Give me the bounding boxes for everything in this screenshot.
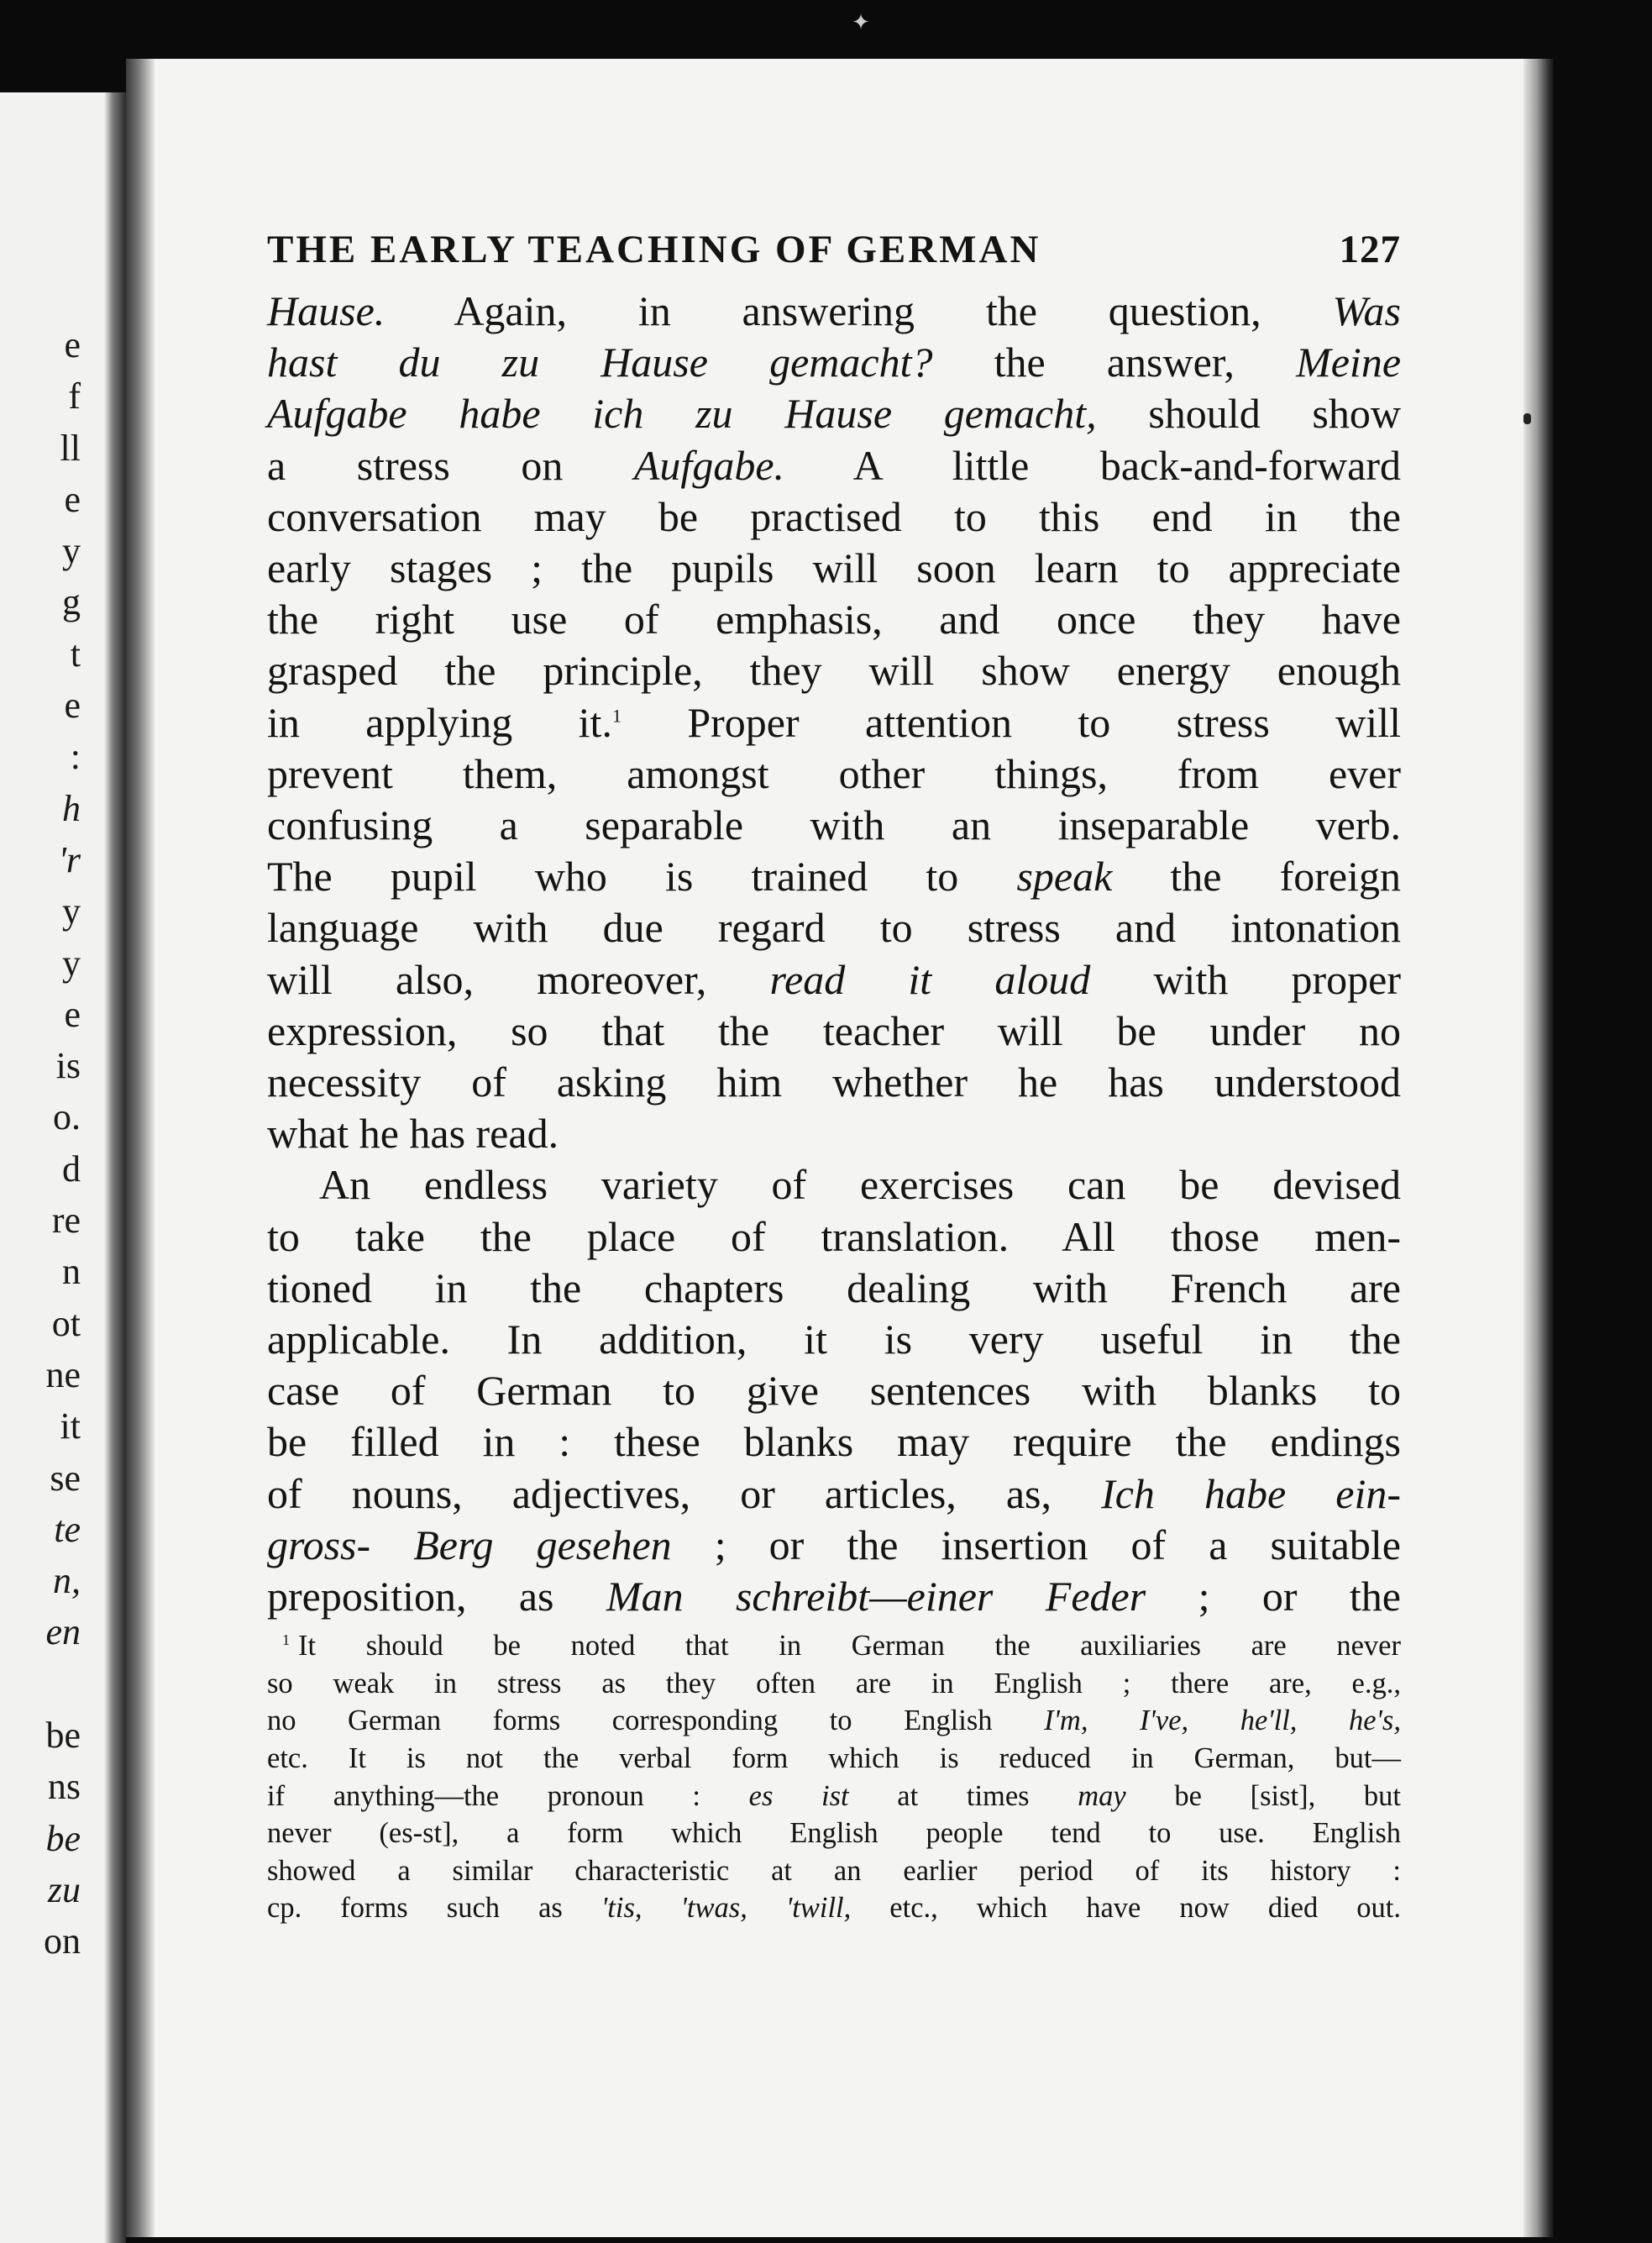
left-page-fragment: 'r [58,838,81,880]
footnote-line: showed a similar characteristic at an earlier period of its history : [267,1854,1401,1887]
left-page-fragment: e [64,324,81,365]
line: the right use of emphasis, and once they have [267,596,1401,643]
left-page-fragment: be [45,1817,81,1859]
line: tioned in the chapters dealing with French are [267,1263,1401,1311]
line: necessity of asking him whether he has understood [267,1058,1401,1106]
left-page-fragment: y [62,890,81,932]
left-page-fragments [0,319,84,1967]
text-run: preposition, as [267,1573,606,1621]
left-page-fragment: ns [47,1766,81,1808]
left-page-fragment: n [62,1251,81,1293]
german-example: gross- Berg gesehen [267,1521,672,1568]
german-example: Hause. [267,287,385,334]
running-head-title: THE EARLY TEACHING OF GERMAN [267,228,1041,271]
line: case of German to give sentences with blanks to [267,1367,1401,1415]
german-example: hast du zu Hause gemacht? [267,339,933,386]
line: be filled in : these blanks may require the endings [267,1418,1401,1466]
running-head [267,227,1401,272]
text-run: with proper [1090,955,1401,1003]
paragraph-2 [267,1159,1401,1622]
german-example: es ist [748,1779,849,1812]
line: expression, so that the teacher will be under no [267,1006,1401,1054]
line: what he has read. [267,1110,559,1158]
line: language with due regard to stress and intonation [267,904,1401,952]
left-page-gutter [104,92,126,2243]
footnote-line: never (es-st], a form which English people tend to use. English [267,1817,1401,1850]
left-page-fragment: f [68,376,81,418]
left-page-fragment: zu [47,1868,81,1910]
text-run: if anything—the pronoun : [267,1779,749,1812]
line [267,337,1401,388]
page-edge-shadow [1524,59,1554,2237]
text-run: the foreign [1112,853,1401,901]
text-run: The pupil who is trained to [267,853,1017,901]
line [267,851,1401,902]
german-example: Aufgabe habe ich zu Hause gemacht, [267,390,1097,438]
left-page-fragment: e [64,685,81,727]
footnote-line [267,1778,1401,1815]
page-number: 127 [1339,228,1401,271]
line: An endless variety of exercises can be devised [319,1161,1401,1209]
right-page [126,59,1554,2237]
footnote-line [267,1627,1401,1665]
text-run: of nouns, adjectives, or articles, as, [267,1469,1102,1517]
emphasis: speak [1016,853,1113,901]
left-page-fragment: h [62,787,81,829]
german-example: Aufgabe. [633,441,785,489]
left-page-fragment: it [60,1405,81,1447]
german-example: Meine [1296,339,1402,386]
text-run: ; or the insertion of a suitable [671,1521,1401,1568]
footnote-line: so weak in stress as they often are in English ; there are, e.g., [267,1667,1401,1699]
left-page-fragment: y [62,530,81,572]
text-run: etc., which have now died out. [851,1892,1402,1925]
line: to take the place of translation. All those men- [267,1212,1401,1260]
page-speck [1524,413,1531,424]
left-page-fragment: en [45,1611,81,1653]
paragraph-1 [267,286,1401,1159]
line: conversation may be practised to this end in the [267,492,1401,540]
text-run: be [sist], but [1125,1779,1401,1812]
line [267,1468,1401,1520]
text-run: Proper attention to stress will [621,698,1401,746]
left-page-fragment: n, [53,1560,81,1602]
text-run: should show [1096,390,1401,438]
left-page-fragment: is [55,1045,81,1087]
line [267,697,1401,749]
german-example: Was [1332,287,1401,334]
left-page-fragment: e [64,993,81,1035]
text-run: Again, in answering the question, [385,287,1333,334]
line: prevent them, amongst other things, from ever [267,749,1401,797]
line [267,440,1401,491]
german-example: Ich habe ein- [1101,1469,1401,1517]
left-page-fragment [0,1658,84,1710]
left-page-fragment: ne [45,1353,81,1395]
left-page-fragment: t [70,633,81,675]
text-run: in applying it. [267,698,612,746]
text-run: It should be noted that in German the auxiliaries are never [298,1630,1401,1663]
text-run: a stress on [267,441,634,489]
text-run: no German forms corresponding to English [267,1705,1045,1737]
line: grasped the principle, they will show energy enough [267,647,1401,695]
left-page-fragment: ll [60,427,81,469]
line: confusing a separable with an inseparable verb. [267,801,1401,849]
line: early stages ; the pupils will soon learn to appreciate [267,544,1401,592]
text-run: cp. forms such as [267,1892,601,1925]
left-page-fragment: o. [53,1096,81,1138]
text-run: A little back-and-forward [784,441,1401,489]
scan-mark: ✦ [852,10,870,34]
left-page-fragment: on [44,1920,81,1962]
text-run: the answer, [932,339,1297,386]
left-page-fragment: y [62,942,81,984]
page-content [267,227,1401,1927]
line: applicable. In addition, it is very useful in the [267,1316,1401,1363]
left-page-fragment: be [45,1715,81,1757]
text-run: at times [848,1779,1078,1812]
line [267,1520,1401,1571]
left-page-fragment: e [64,478,81,520]
left-page-fragment: te [54,1508,81,1550]
footnote-line [267,1702,1401,1740]
line [267,954,1401,1006]
left-page-fragment: re [51,1200,81,1242]
english-example: I'm, I've, he'll, he's, [1044,1705,1401,1737]
emphasis: may [1078,1779,1126,1812]
left-page-fragment: g [62,581,81,623]
german-example: Man schreibt—einer Feder [606,1573,1146,1621]
left-page-edge [0,92,126,2243]
footnote-marker: 1 [282,1631,290,1648]
footnote-line [267,1889,1401,1927]
text-run: will also, moreover, [267,955,770,1003]
text-run: ; or the [1146,1573,1401,1621]
footnote-line: etc. It is not the verbal form which is reduced in German, but— [267,1742,1401,1775]
left-page-fragment: : [70,736,81,778]
page-spine-shadow [126,59,155,2237]
left-page-fragment: d [62,1148,81,1190]
line [267,388,1401,439]
english-example: 'tis, 'twas, 'twill, [600,1892,852,1925]
left-page-fragment: se [50,1457,81,1499]
line [267,286,1401,337]
left-page-fragment: ot [51,1302,81,1344]
footnote [267,1627,1401,1927]
emphasis: read it aloud [769,955,1091,1003]
line [267,1571,1401,1622]
footnote-marker: 1 [611,704,621,726]
